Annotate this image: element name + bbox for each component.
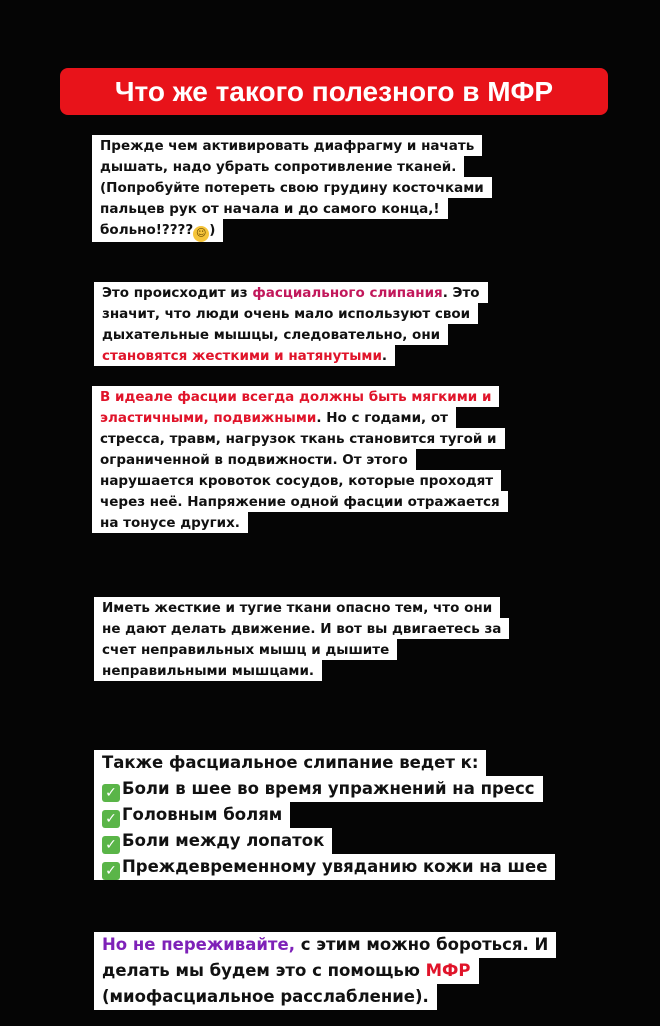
highlight-text: эластичными, подвижными (100, 410, 317, 426)
text-line: (Попробуйте потереть свою грудину косточками (92, 177, 492, 198)
text-line (94, 282, 488, 303)
list-item (94, 776, 543, 802)
text-segment: . Но с годами, от (316, 410, 448, 426)
text-line: Иметь жесткие и тугие ткани опасно тем, что они (94, 597, 500, 618)
text-line: (миофасциальное расслабление). (94, 984, 437, 1010)
list-heading: Также фасциальное слипание ведет к: (94, 750, 486, 776)
text-line: неправильными мышцами. (94, 660, 322, 681)
text-segment: ) (209, 222, 216, 238)
nerd-face-icon: ☺ (193, 226, 209, 242)
text-segment: делать мы будем это с помощью (102, 961, 426, 980)
text-segment: с этим можно бороться. И (294, 935, 549, 954)
text-line: дыхательные мышцы, следовательно, они (94, 324, 448, 345)
text-line: стресса, травм, нагрузок ткань становится тугой и (92, 428, 505, 449)
list-item (94, 828, 332, 854)
text-line: не дают делать движение. И вот вы двигаетесь за (94, 618, 509, 639)
highlight-text: Но не переживайте, (102, 935, 295, 954)
text-line (94, 958, 479, 984)
check-mark-icon: ✓ (102, 810, 120, 828)
symptom-list (94, 750, 555, 880)
text-block-intro (92, 135, 492, 242)
text-line: на тонусе других. (92, 512, 248, 533)
text-segment: Это происходит из (102, 285, 253, 301)
text-line: счет неправильных мышц и дышите (94, 639, 397, 660)
text-line: пальцев рук от начала и до самого конца,! (92, 198, 448, 219)
text-line: дышать, надо убрать сопротивление тканей. (92, 156, 464, 177)
text-segment: . Это (442, 285, 480, 301)
list-item-label: Головным болям (122, 805, 283, 824)
text-block-fascia (92, 386, 508, 533)
list-item-label: Боли в шее во время упражнений на пресс (122, 779, 535, 798)
text-block-danger (94, 597, 509, 681)
highlight-text: В идеале фасции всегда должны быть мягкими и (92, 386, 499, 407)
check-mark-icon: ✓ (102, 836, 120, 854)
highlight-text: МФР (425, 961, 471, 980)
highlight-text: фасциального слипания (252, 285, 443, 301)
list-item (94, 854, 555, 880)
list-item-label: Боли между лопаток (122, 831, 325, 850)
text-line: через неё. Напряжение одной фасции отражается (92, 491, 508, 512)
check-mark-icon: ✓ (102, 862, 120, 880)
page-title: Что же такого полезного в МФР (114, 76, 554, 107)
text-segment: больно!???? (100, 222, 194, 238)
text-line (94, 932, 556, 958)
text-line: ограниченной в подвижности. От этого (92, 449, 416, 470)
list-item-label: Преждевременному увяданию кожи на шее (122, 857, 548, 876)
text-line: нарушается кровоток сосудов, которые проходят (92, 470, 501, 491)
text-line: значит, что люди очень мало используют свои (94, 303, 478, 324)
check-mark-icon: ✓ (102, 784, 120, 802)
text-block-conclusion (94, 932, 556, 1010)
title-banner (60, 68, 608, 115)
text-line (92, 219, 223, 242)
text-block-adhesion (94, 282, 488, 366)
highlight-text: становятся жесткими и натянутыми (102, 348, 382, 364)
list-item (94, 802, 290, 828)
text-segment: . (381, 348, 388, 364)
text-line (94, 345, 395, 366)
text-line (92, 407, 456, 428)
text-line: Прежде чем активировать диафрагму и начать (92, 135, 482, 156)
